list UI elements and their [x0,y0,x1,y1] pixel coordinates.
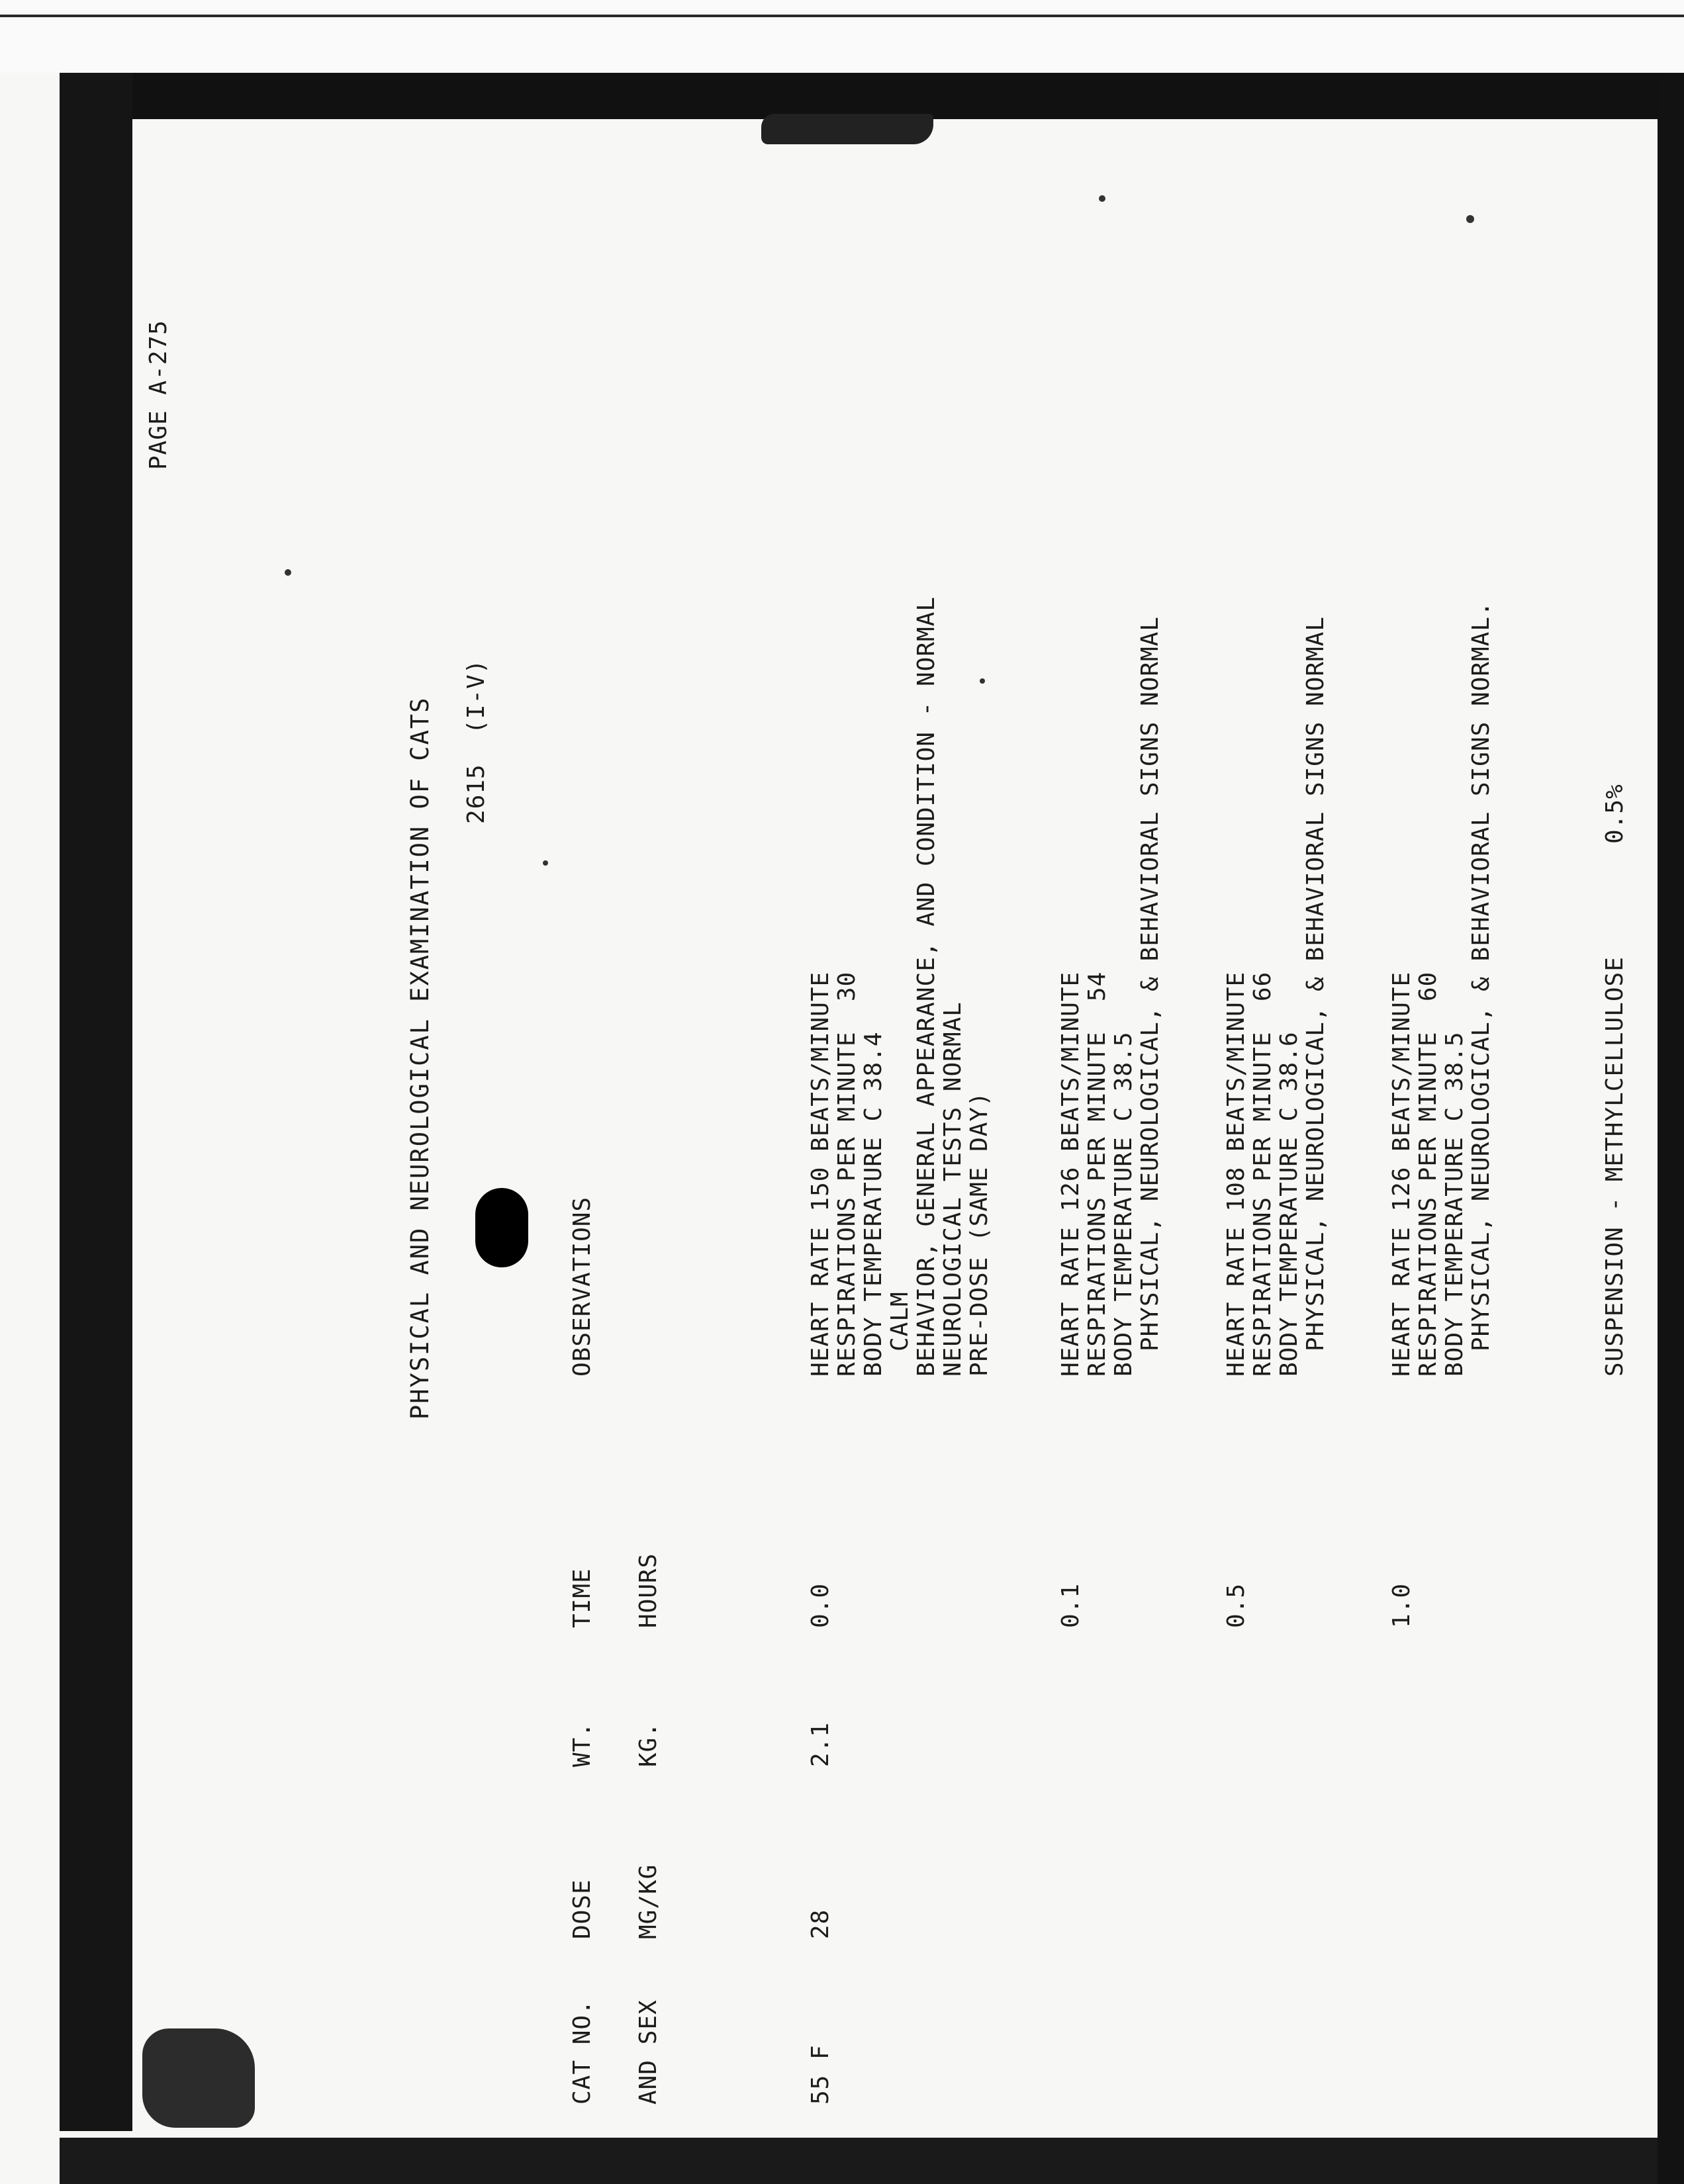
page-number: PAGE A-275 [145,320,172,470]
observation-line: RESPIRATIONS PER MINUTE 66 [1249,971,1276,1377]
header-observations: OBSERVATIONS [569,1196,596,1377]
observation-line: HEART RATE 108 BEATS/MINUTE [1223,971,1250,1377]
observation-line: HEART RATE 150 BEATS/MINUTE [807,971,834,1377]
dose-value: 28 [807,1909,834,1939]
observation-text [1223,616,1329,1377]
observation-line: BODY TEMPERATURE C 38.6 [1276,1031,1303,1377]
observation-line: BODY TEMPERATURE C 38.5 [1441,1031,1468,1377]
header-cat-no: CAT NO. [569,1999,596,2105]
header-time: TIME [569,1568,596,1628]
observation-line: CALM [886,1291,913,1351]
observation-line: RESPIRATIONS PER MINUTE 30 [833,971,861,1377]
observation-text [808,596,993,1377]
observation-line: HEART RATE 126 BEATS/MINUTE [1057,971,1084,1377]
header-dose: DOSE [569,1879,596,1939]
document-content [146,152,1668,2105]
page-title: PHYSICAL AND NEUROLOGICAL EXAMINATION OF CATS [406,696,434,1420]
observation-line: PRE-DOSE (SAME DAY) [966,1091,993,1377]
suspension-note: SUSPENSION - METHYLCELLULOSE [1601,956,1628,1377]
scan-frame-top [60,73,1684,119]
observation-line: PHYSICAL, NEUROLOGICAL, & BEHAVIORAL SIGNS NORMAL [1137,615,1164,1351]
time-value: 1.0 [1388,1582,1415,1628]
compound-id: 2615 (I-V) [463,659,490,824]
scan-frame-bottom [60,2138,1684,2184]
observation-line: BEHAVIOR, GENERAL APPEARANCE, AND CONDITION - NORMAL [913,596,940,1377]
scan-frame-left [60,73,132,2131]
observation-text [1058,616,1164,1377]
observation-line: BODY TEMPERATURE C 38.5 [1110,1031,1137,1377]
observation-line: NEUROLOGICAL TESTS NORMAL [939,1001,966,1377]
observation-line: RESPIRATIONS PER MINUTE 54 [1084,971,1111,1377]
cat-id: 55 F [807,2044,834,2105]
observation-line: RESPIRATIONS PER MINUTE 60 [1415,971,1442,1377]
time-value: 0.0 [807,1582,834,1628]
header-kg: KG. [635,1721,662,1767]
ink-blot-top [761,114,933,144]
header-mg-kg: MG/KG [635,1864,662,1939]
weight-value: 2.1 [807,1721,834,1767]
time-value: 0.1 [1057,1582,1084,1628]
observation-line: BODY TEMPERATURE C 38.4 [860,1031,887,1377]
header-wt: WT. [569,1721,596,1767]
observation-line: HEART RATE 126 BEATS/MINUTE [1388,971,1415,1377]
header-hours: HOURS [635,1553,662,1628]
redaction-mark [475,1188,528,1267]
top-margin [0,0,1684,73]
suspension-concentration: 0.5% [1601,784,1628,844]
observation-line: PHYSICAL, NEUROLOGICAL, & BEHAVIORAL SIGNS NORMAL. [1468,601,1495,1351]
header-and-sex: AND SEX [635,1999,662,2105]
time-value: 0.5 [1223,1582,1250,1628]
scan-edge-line [0,15,1684,17]
observation-text [1389,601,1495,1377]
observation-line: PHYSICAL, NEUROLOGICAL, & BEHAVIORAL SIGNS NORMAL [1302,615,1329,1351]
